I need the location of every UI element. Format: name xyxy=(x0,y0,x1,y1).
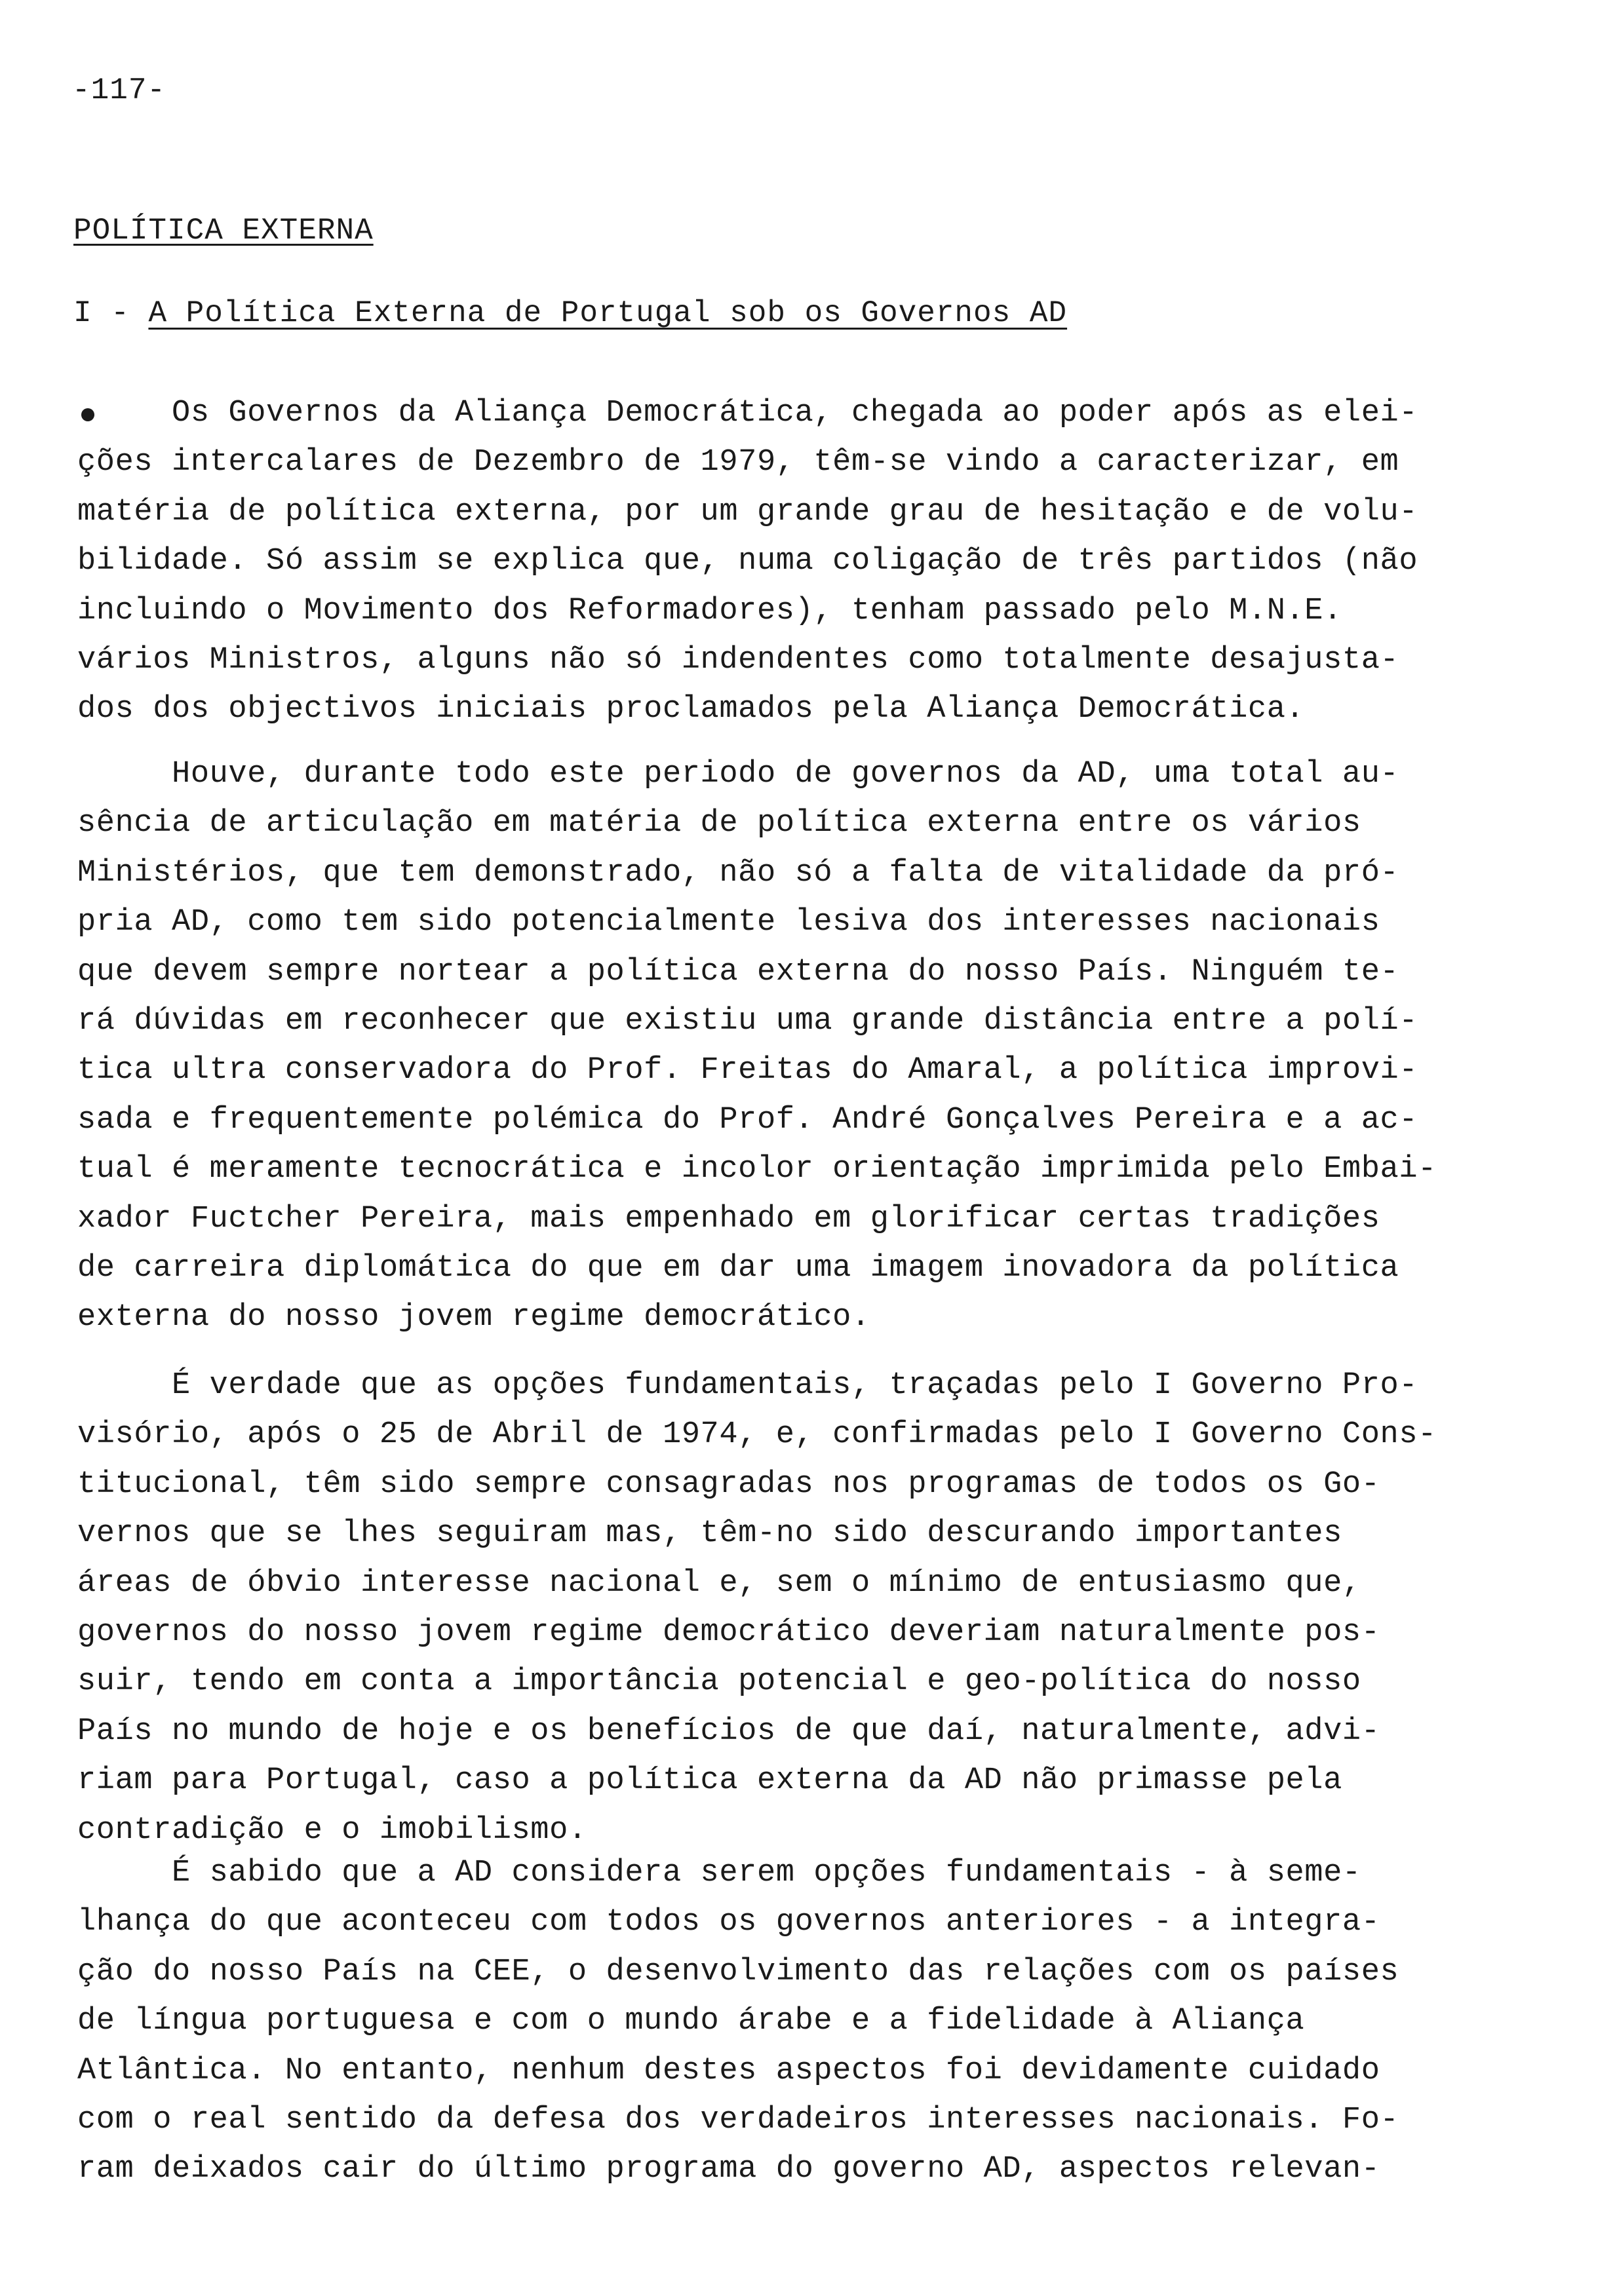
paragraph-2 xyxy=(77,750,1513,1343)
paragraph-line: contradição e o imobilismo. xyxy=(77,1812,587,1848)
paragraph-line: ção do nosso País na CEE, o desenvolvimento das relações com os países xyxy=(77,1954,1399,1989)
paragraph-4 xyxy=(77,1848,1513,2194)
paragraph-line: ções intercalares de Dezembro de 1979, têm-se vindo a caracterizar, em xyxy=(77,445,1399,480)
paragraph-line: País no mundo de hoje e os benefícios de que daí, naturalmente, advi- xyxy=(77,1713,1380,1749)
paragraph-line: pria AD, como tem sido potencialmente lesiva dos interesses nacionais xyxy=(77,905,1380,940)
paragraph-line: Atlântica. No entanto, nenhum destes aspectos foi devidamente cuidado xyxy=(77,2053,1380,2088)
paragraph-line: incluindo o Movimento dos Reformadores), tenham passado pelo M.N.E. xyxy=(77,593,1342,628)
paragraph-line: visório, após o 25 de Abril de 1974, e, confirmadas pelo I Governo Cons- xyxy=(77,1417,1437,1453)
paragraph-line: tual é meramente tecnocrática e incolor orientação imprimida pelo Embai- xyxy=(77,1152,1437,1187)
paragraph-line: Houve, durante todo este periodo de governos da AD, uma total au- xyxy=(77,757,1399,792)
paragraph-line: Ministérios, que tem demonstrado, não só a falta de vitalidade da pró- xyxy=(77,855,1399,890)
paragraph-line: É verdade que as opções fundamentais, traçadas pelo I Governo Pro- xyxy=(77,1368,1418,1403)
paragraph-line: dos dos objectivos iniciais proclamados pela Aliança Democrática. xyxy=(77,692,1305,727)
paragraph-line: suir, tendo em conta a importância potencial e geo-política do nosso xyxy=(77,1664,1361,1700)
paragraph-line: que devem sempre nortear a política externa do nosso País. Ninguém te- xyxy=(77,954,1399,989)
paragraph-1 xyxy=(77,389,1513,735)
paragraph-line: tica ultra conservadora do Prof. Freitas do Amaral, a política improvi- xyxy=(77,1053,1418,1088)
paragraph-line: Os Governos da Aliança Democrática, chegada ao poder após as elei- xyxy=(77,396,1418,430)
paragraph-3 xyxy=(77,1361,1513,1855)
paragraph-line: É sabido que a AD considera serem opções fundamentais - à seme- xyxy=(77,1856,1361,1890)
paragraph-line: de língua portuguesa e com o mundo árabe e a fidelidade à Aliança xyxy=(77,2004,1305,2039)
paragraph-line: ram deixados cair do último programa do governo AD, aspectos relevan- xyxy=(77,2152,1380,2187)
paragraph-line: xador Fuctcher Pereira, mais empenhado em glorificar certas tradições xyxy=(77,1201,1380,1236)
paragraph-line: bilidade. Só assim se explica que, numa coligação de três partidos (não xyxy=(77,544,1418,579)
paragraph-line: sada e frequentemente polémica do Prof. André Gonçalves Pereira e a ac- xyxy=(77,1102,1418,1138)
paragraph-line: vernos que se lhes seguiram mas, têm-no sido descurando importantes xyxy=(77,1516,1342,1552)
section-title: POLÍTICA EXTERNA xyxy=(73,214,374,248)
paragraph-line: vários Ministros, alguns não só indendentes como totalmente desajusta- xyxy=(77,642,1399,678)
paragraph-line: riam para Portugal, caso a política externa da AD não primasse pela xyxy=(77,1763,1342,1799)
paragraph-line: governos do nosso jovem regime democrático deveriam naturalmente pos- xyxy=(77,1615,1380,1650)
paragraph-line: áreas de óbvio interesse nacional e, sem o mínimo de entusiasmo que, xyxy=(77,1565,1361,1601)
paragraph-line: com o real sentido da defesa dos verdadeiros interesses nacionais. Fo- xyxy=(77,2102,1399,2137)
subsection-title: A Política Externa de Portugal sob os Governos AD xyxy=(148,296,1068,330)
page-number: -117- xyxy=(72,73,166,107)
paragraph-line: de carreira diplomática do que em dar uma imagem inovadora da política xyxy=(77,1250,1399,1286)
paragraph-line: lhança do que aconteceu com todos os governos anteriores - a integra- xyxy=(77,1905,1380,1940)
paragraph-line: externa do nosso jovem regime democrático. xyxy=(77,1300,870,1335)
paragraph-line: titucional, têm sido sempre consagradas nos programas de todos os Go- xyxy=(77,1466,1380,1502)
paragraph-line: matéria de política externa, por um grande grau de hesitação e de volu- xyxy=(77,494,1418,529)
subsection-heading xyxy=(73,294,1067,333)
paragraph-line: rá dúvidas em reconhecer que existiu uma grande distância entre a polí- xyxy=(77,1003,1418,1039)
subsection-number: I - xyxy=(73,296,130,330)
paragraph-line: sência de articulação em matéria de política externa entre os vários xyxy=(77,806,1361,841)
